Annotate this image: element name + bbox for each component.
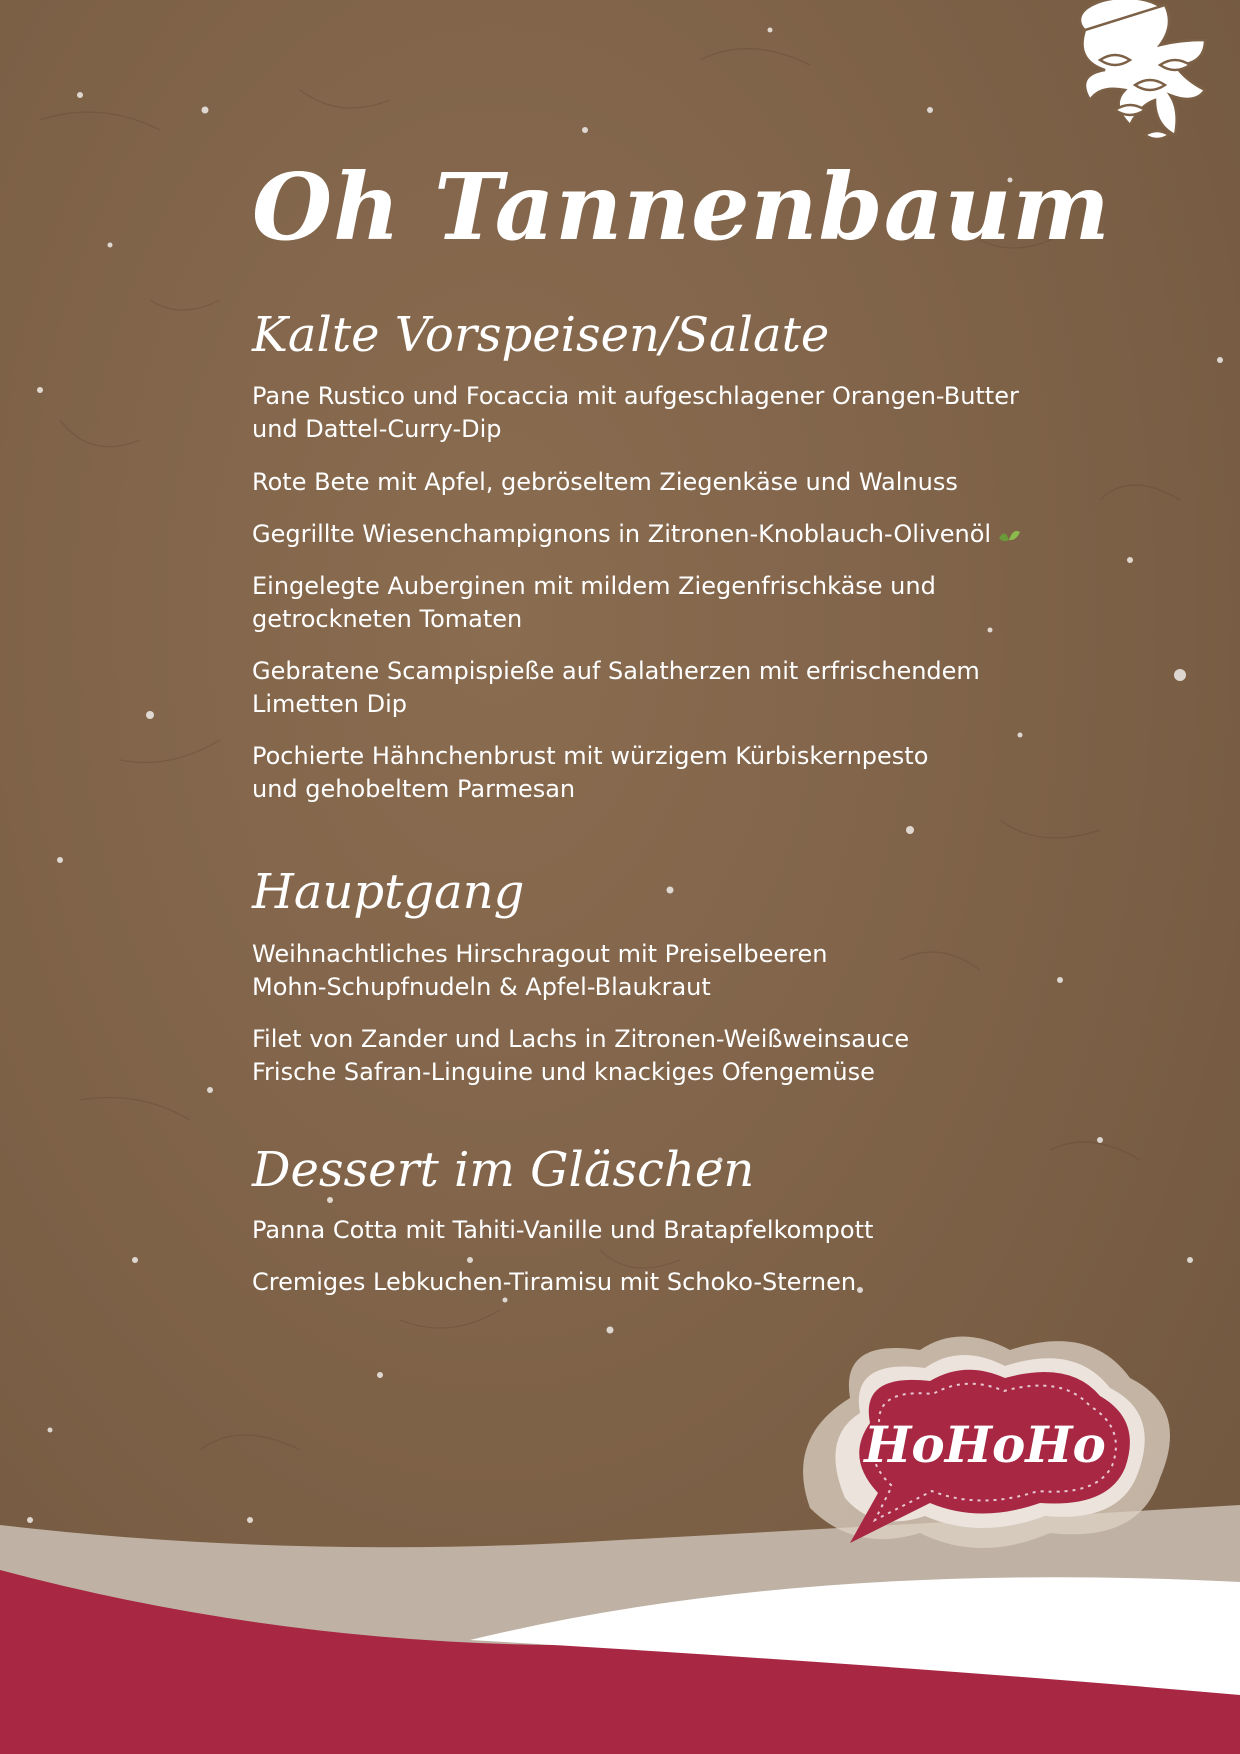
menu-item-text: Gegrillte Wiesenchampignons in Zitronen-Knoblauch-Olivenöl [252, 520, 992, 548]
menu-item-line [252, 518, 1042, 551]
menu-item [252, 740, 1042, 806]
menu-item [252, 466, 1042, 499]
menu-item-line: Frische Safran-Linguine und knackiges Ofengemüse [252, 1058, 875, 1086]
menu-item-line: Mohn-Schupfnudeln & Apfel-Blaukraut [252, 973, 711, 1001]
menu-item [252, 1023, 1042, 1089]
menu-item-line: Pane Rustico und Focaccia mit aufgeschlagener Orangen-Butter [252, 382, 1019, 410]
menu-item-line: Limetten Dip [252, 690, 407, 718]
menu-item [252, 1214, 1042, 1247]
menu-item-line: Pochierte Hähnchenbrust mit würzigem Kürbiskernpesto [252, 742, 929, 770]
section-title-cold-starters: Kalte Vorspeisen/Salate [252, 307, 830, 363]
menu-item-line: und Dattel-Curry-Dip [252, 415, 502, 443]
menu-item-line: getrockneten Tomaten [252, 605, 523, 633]
menu-item-line: Eingelegte Auberginen mit mildem Ziegenfrischkäse und [252, 572, 936, 600]
menu-item [252, 380, 1042, 446]
menu-item-line: Gebratene Scampispieße auf Salatherzen mit erfrischendem [252, 657, 980, 685]
vegan-leaf-icon [997, 526, 1021, 544]
section-title-main-course: Hauptgang [252, 864, 525, 920]
menu-item [252, 518, 1042, 551]
menu-item-line: Panna Cotta mit Tahiti-Vanille und Bratapfelkompott [252, 1216, 874, 1244]
menu-item-line: Weihnachtliches Hirschragout mit Preiselbeeren [252, 940, 828, 968]
menu-item [252, 570, 1042, 636]
menu-item-line: Filet von Zander und Lachs in Zitronen-Weißweinsauce [252, 1025, 910, 1053]
menu-item [252, 1266, 1042, 1299]
menu-item-line: und gehobeltem Parmesan [252, 775, 576, 803]
pine-cone-icon [1040, 0, 1240, 175]
menu-item [252, 655, 1042, 721]
menu-item [252, 938, 1042, 1004]
section-title-dessert: Dessert im Gläschen [252, 1142, 755, 1198]
menu-item-line: Rote Bete mit Apfel, gebröseltem Ziegenkäse und Walnuss [252, 468, 958, 496]
menu-title: Oh Tannenbaum [252, 153, 1111, 261]
speech-bubble-text: HoHoHo [864, 1415, 1106, 1474]
menu-item-line: Cremiges Lebkuchen-Tiramisu mit Schoko-Sternen [252, 1268, 857, 1296]
